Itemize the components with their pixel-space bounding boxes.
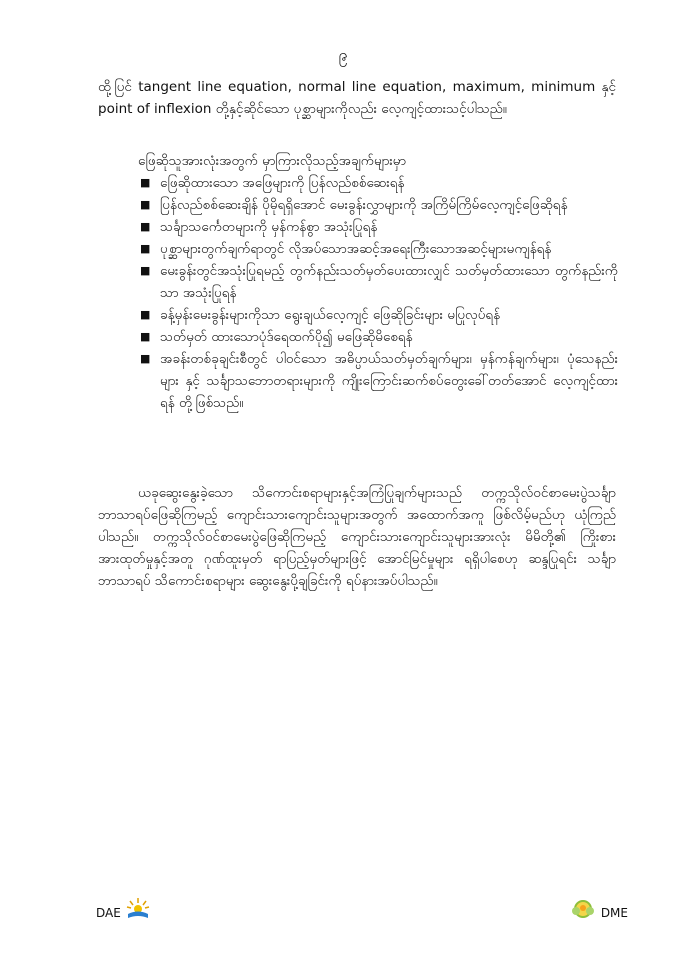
dae-logo-icon xyxy=(125,896,151,920)
bullet-icon: ■ xyxy=(140,308,151,321)
bullet-icon: ■ xyxy=(140,264,151,277)
list-item: ■ မေးခွန်းတွင်အသုံးပြုရမည့် တွက်နည်းသတ်မှတ်ပေးထားလျှင် သတ်မှတ်ထားသော တွက်နည်းကို သာ အသုံးပြုရန် xyxy=(138,260,618,304)
bullet-icon: ■ xyxy=(140,176,151,189)
footer-right xyxy=(569,898,628,920)
list-item: ■ အခန်းတစ်ခုချင်းစီတွင် ပါဝင်သော အဓိပ္ပာယ်သတ်မှတ်ချက်များ၊ မှန်ကန်ချက်များ၊ ပုံသေနည်းများ နှင့် သင်္ချာသဘောတရားများကို ကျိုးကြောင်းဆက်စပ်တွေးခေါ်တတ်အောင် လေ့ကျင့်ထားရန် တို့ဖြစ်သည်။ xyxy=(138,348,618,414)
list-title: ဖြေဆိုသူအားလုံးအတွက် မှာကြားလိုသည့်အချက်များမှာ xyxy=(138,153,407,169)
footer-right-label: DME xyxy=(600,906,628,920)
list-item: ■ ပုစ္ဆာများတွက်ချက်ရာတွင် လိုအပ်သောအဆင့်အရေးကြီးသောအဆင့်များမကျန်ရန် xyxy=(138,238,618,260)
page-number: ၉ xyxy=(338,45,348,64)
list-item: ■ ခန့်မှန်းမေးခွန်းများကိုသာ ရွေးချယ်လေ့ကျင့် ဖြေဆိုခြင်းများ မပြုလုပ်ရန် xyxy=(138,304,618,326)
list-item: ■ ဖြေဆိုထားသော အဖြေများကို ပြန်လည်စစ်ဆေးရန် xyxy=(138,172,618,194)
intro-paragraph: ထို့ပြင် tangent line equation, normal line equation, maximum, minimum နှင့် point of inflexion တို့နှင့်ဆိုင်သော ပုစ္ဆာများကိုလည်း လေ့ကျင့်ထားသင့်ပါသည်။ xyxy=(98,79,616,117)
advice-list xyxy=(138,172,618,414)
dme-logo-icon xyxy=(569,898,597,920)
bullet-icon: ■ xyxy=(140,198,151,211)
bullet-icon: ■ xyxy=(140,352,151,365)
closing-paragraph: ယခုဆွေးနွေးခဲ့သော သိကောင်းစရာများနှင့်အကြံပြုချက်များသည် တက္ကသိုလ်ဝင်စာမေးပွဲသင်္ချာဘာသာရပ်ဖြေဆိုကြမည့် ကျောင်းသားကျောင်းသူများအတွက် အထောက်အကူ ဖြစ်လိမ့်မည်ဟု ယုံကြည်ပါသည်။ တက္ကသိုလ်ဝင်စာမေးပွဲဖြေဆိုကြမည့် ကျောင်းသားကျောင်းသူများအားလုံး မိမိတို့၏ ကြိုးစားအားထုတ်မှုနှင့်အတူ ဂုဏ်ထူးမှတ် ရာပြည့်မှတ်များဖြင့် အောင်မြင်မှုများ ရရှိပါစေဟု ဆန္ဒပြုရင်း သင်္ချာဘာသာရပ် သိကောင်းစရာများ ဆွေးနွေးပို့ချခြင်းကို ရပ်နားအပ်ပါသည်။ xyxy=(98,485,616,589)
bullet-icon: ■ xyxy=(140,330,151,343)
footer-left-label: DAE xyxy=(96,906,121,920)
list-item: ■ သတ်မှတ် ထားသောပုံဒ်ရေထက်ပို၍ မဖြေဆိုမိစေရန် xyxy=(138,326,618,348)
bullet-icon: ■ xyxy=(140,220,151,233)
list-item: ■ ပြန်လည်စစ်ဆေးချိန် ပိုမိုရရှိအောင် မေးခွန်းလွှာများကို အကြိမ်ကြိမ်လေ့ကျင့်ဖြေဆိုရန် xyxy=(138,194,618,216)
footer-left xyxy=(96,896,151,920)
list-item: ■ သင်္ချာသင်္ကေတများကို မှန်ကန်စွာ အသုံးပြုရန် xyxy=(138,216,618,238)
bullet-icon: ■ xyxy=(140,242,151,255)
